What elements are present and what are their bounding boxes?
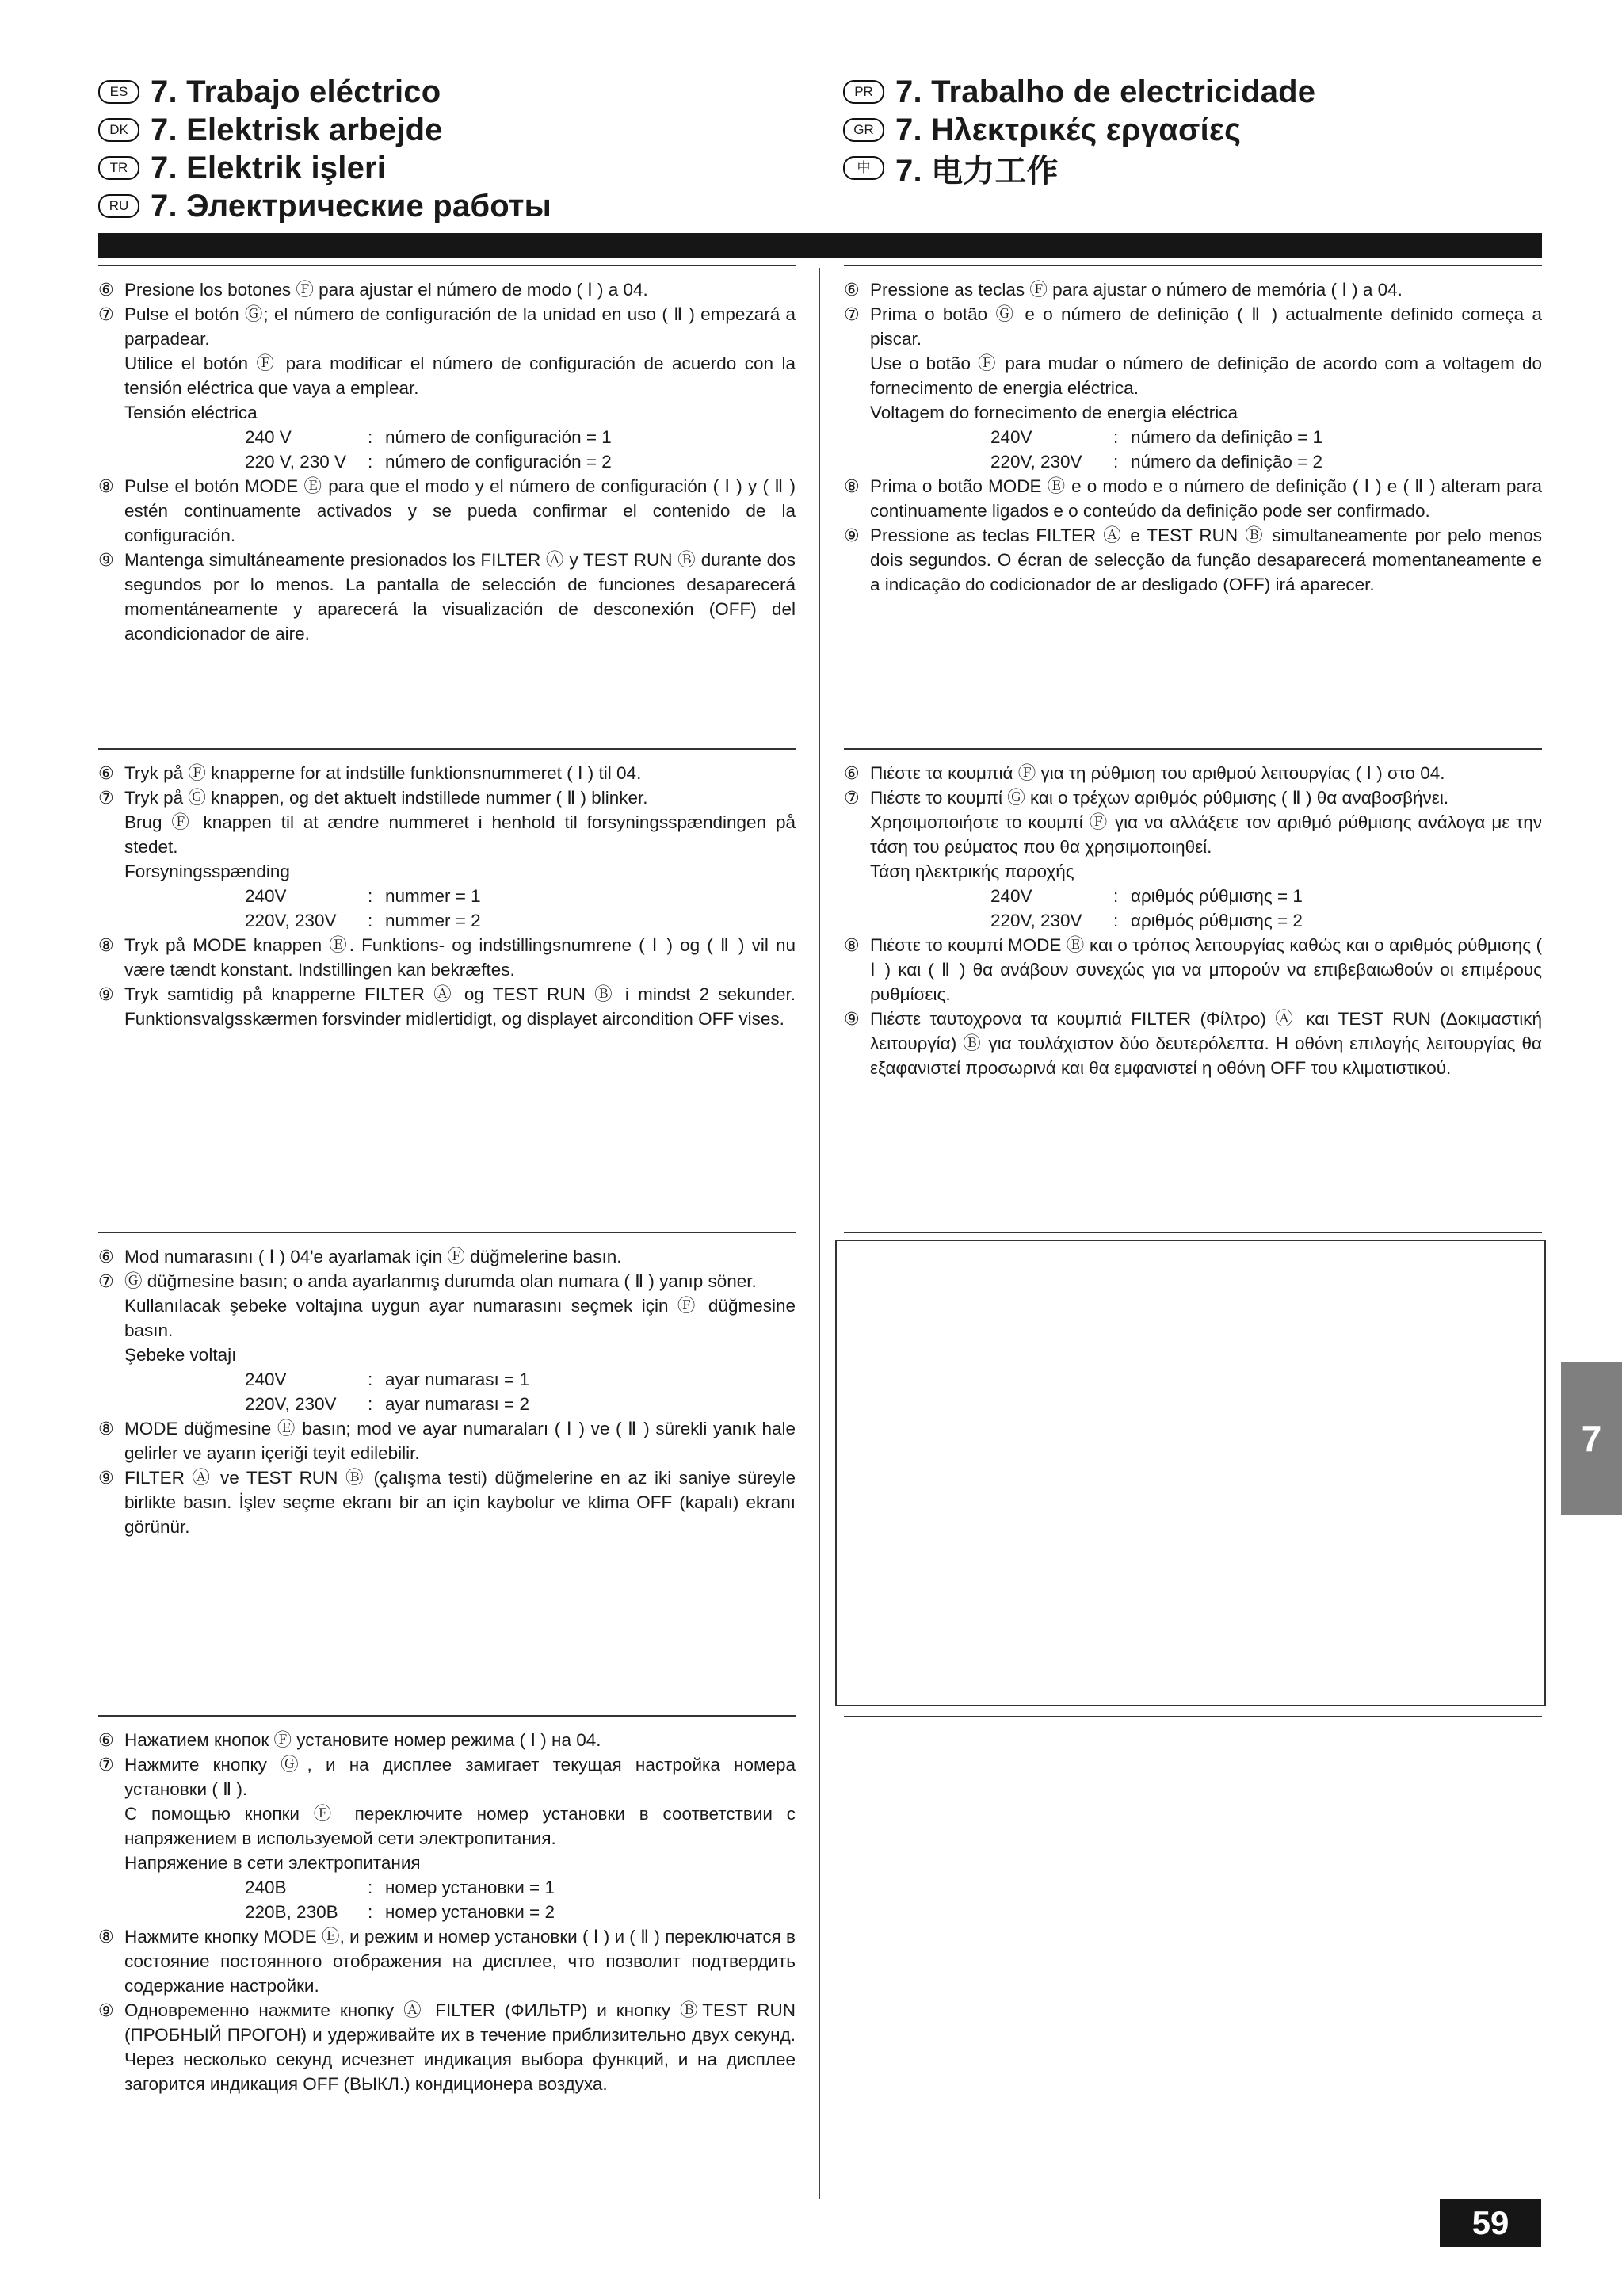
voltage-row: 240V : número da definição = 1 [844,425,1542,449]
step-text: Pulse el botón MODE Ⓔ para que el modo y el número de configuración ( Ⅰ ) y ( Ⅱ ) estén continuamente activados y se pueda confirmar el contenido de la configuración. [124,476,796,545]
setting-value: номер установки = 2 [385,1902,555,1922]
step-text: Mod numarasını ( Ⅰ ) 04'e ayarlamak için Ⓕ düğmelerine basın. [124,1247,622,1266]
step-text: Πιέστε τα κουμπιά Ⓕ για τη ρύθμιση του αριθμού λειτουργίας ( Ⅰ ) στο 04. [870,763,1445,783]
voltage-value: 220В, 230В [245,1902,338,1922]
setting-value: αριθμός ρύθμισης = 2 [1131,911,1303,930]
lang-badge-zh: 中 [843,156,884,180]
step-text: Pressione as teclas Ⓕ para ajustar o número de memória ( Ⅰ ) a 04. [870,280,1403,300]
lang-badge-tr: TR [98,156,139,180]
lang-badge-dk: DK [98,118,139,142]
heading-title-es: 7. Trabajo eléctrico [151,74,441,109]
section-es [98,265,796,646]
step-text: Нажмите кнопку MODE Ⓔ, и режим и номер установки ( Ⅰ ) и ( Ⅱ ) переключатся в состояние постоянного отображения на дисплее, что позволит подтвердить содержание настройки. [124,1927,796,1996]
step-text: Prima o botão Ⓖ e o número de definição ( Ⅱ ) actualmente definido começa a piscar. [870,304,1542,349]
step-6 [98,1728,796,1752]
step-number: ⑥ [98,1247,114,1266]
section-tr [98,1232,796,1539]
heading-dk [98,111,551,149]
chapter-tab: 7 [1561,1362,1622,1515]
lang-badge-gr: GR [843,118,884,142]
setting-value: número da definição = 2 [1131,452,1323,472]
step-7-detail: Brug Ⓕ knappen til at ændre nummeret i henhold til forsyningsspændingen på stedet. [124,812,796,857]
setting-value: número de configuración = 2 [385,452,612,472]
voltage-row: 240 V : número de configuración = 1 [98,425,796,449]
step-6 [98,277,796,302]
step-number: ⑥ [98,763,114,783]
setting-value: nummer = 1 [385,886,481,906]
step-number: ⑥ [844,280,860,300]
step-7 [98,1752,796,1801]
column-divider [819,268,820,2199]
step-text: MODE düğmesine Ⓔ basın; mod ve ayar numaraları ( Ⅰ ) ve ( Ⅱ ) sürekli yanık hale gelirler ve ayarın içeriği teyit edilebilir. [124,1419,796,1463]
voltage-label: Τάση ηλεκτρικής παροχής [870,861,1074,881]
step-number: ⑨ [98,1468,114,1488]
step-number: ⑦ [98,304,114,324]
section-rule [98,1715,796,1717]
step-number: ⑦ [98,1755,114,1775]
step-text: Ⓖ düğmesine basın; o anda ayarlanmış durumda olan numara ( Ⅱ ) yanıp söner. [124,1271,757,1291]
voltage-label: Напряжение в сети электропитания [124,1853,421,1873]
section-rule [844,748,1542,750]
section-rule [98,1232,796,1233]
setting-value: номер установки = 1 [385,1878,555,1897]
step-6 [98,761,796,785]
step-text: Πιέστε ταυτοχρονα τα κουμπιά FILTER (Φίλτρο) Ⓐ και TEST RUN (Δοκιμαστική λειτουργία) Ⓑ για τουλάχιστον δύο δευτερόλεπτα. Η οθόνη επιλογής λειτουργίας θα εξαφανιστεί προσωρινά και θα εμφανιστεί η οθόνη OFF του κλιματιστικού. [870,1009,1542,1078]
setting-value: número de configuración = 1 [385,427,612,447]
step-text: Tryk samtidig på knapperne FILTER Ⓐ og TEST RUN Ⓑ i mindst 2 sekunder. Funktionsvalgsskærmen forsvinder midlertidigt, og displayet aircondition OFF vises. [124,984,796,1029]
step-9 [98,548,796,646]
step-number: ⑥ [844,763,860,783]
step-text: Нажмите кнопку Ⓖ, и на дисплее замигает текущая настройка номера установки ( Ⅱ ). [124,1755,796,1799]
step-number: ⑨ [844,525,860,545]
step-number: ⑦ [98,788,114,808]
step-number: ⑧ [98,1927,114,1946]
step-number: ⑧ [98,476,114,496]
step-7-detail: Χρησιμοποιήστε το κουμπί Ⓕ για να αλλάξετε τον αριθμό ρύθμισης ανάλογα με την τάση του ρεύματος που θα χρησιμοποιηθεί. [870,812,1542,857]
voltage-value: 240V [990,886,1032,906]
step-text: Tryk på Ⓖ knappen, og det aktuelt indstillede nummer ( Ⅱ ) blinker. [124,788,648,808]
setting-value: ayar numarası = 1 [385,1370,529,1389]
step-6 [844,277,1542,302]
step-number: ⑧ [98,935,114,955]
heading-title-pr: 7. Trabalho de electricidade [895,74,1316,109]
heading-title-dk: 7. Elektrisk arbejde [151,112,443,147]
section-rule [844,1716,1542,1717]
voltage-row: 240V : αριθμός ρύθμισης = 1 [844,884,1542,908]
step-7 [98,785,796,810]
voltage-label: Voltagem do fornecimento de energia eléctrica [870,403,1238,422]
step-text: Mantenga simultáneamente presionados los FILTER Ⓐ y TEST RUN Ⓑ durante dos segundos por lo menos. La pantalla de selección de funciones desaparecerá momentáneamente y aparecerá la visualización de desconexión (OFF) del acondicionador de aire. [124,550,796,644]
step-number: ⑧ [98,1419,114,1438]
step-text: FILTER Ⓐ ve TEST RUN Ⓑ (çalışma testi) düğmelerine en az iki saniye süreyle birlikte basın. İşlev seçme ekranı bir an için kaybolur ve klima OFF (kapalı) ekranı görünür. [124,1468,796,1537]
step-7 [98,1269,796,1293]
step-text: Одновременно нажмите кнопку Ⓐ FILTER (ФИЛЬТР) и кнопку ⒷTEST RUN (ПРОБНЫЙ ПРОГОН) и удерживайте их в течение приблизительно двух секунд. Через несколько секунд исчезнет индикация выбора функций, и на дисплее загорится индикация OFF (ВЫКЛ.) кондиционера воздуха. [124,2000,796,2094]
heading-pr [843,73,1315,111]
voltage-label: Forsyningsspænding [124,861,290,881]
step-6 [98,1244,796,1269]
section-pr [844,265,1542,597]
step-7-detail: С помощью кнопки Ⓕ переключите номер установки в соответствии с напряжением в используемой сети электропитания. [124,1804,796,1848]
heading-title-zh: 7. 电力工作 [895,153,1059,189]
voltage-row: 220V, 230V : αριθμός ρύθμισης = 2 [844,908,1542,933]
voltage-row: 220V, 230V : número da definição = 2 [844,449,1542,474]
voltage-row: 220V, 230V : ayar numarası = 2 [98,1392,796,1416]
step-7-detail: Kullanılacak şebeke voltajına uygun ayar numarasını seçmek için Ⓕ düğmesine basın. [124,1296,796,1340]
section-rule [844,1232,1542,1233]
voltage-value: 220V, 230V [245,911,337,930]
voltage-row: 240V : nummer = 1 [98,884,796,908]
step-text: Pressione as teclas FILTER Ⓐ e TEST RUN Ⓑ simultaneamente por pelo menos dois segundos. O écran de selecção da função desaparecerá momentaneamente e a indicação do codicionador de ar desligado (OFF) irá aparecer. [870,525,1542,594]
voltage-value: 240V [245,886,287,906]
step-7 [844,302,1542,351]
step-number: ⑨ [98,550,114,570]
lang-badge-ru: RU [98,194,139,218]
heading-gr [843,111,1315,149]
header-right [843,73,1315,187]
step-text: Πιέστε το κουμπί MODE Ⓔ και ο τρόπος λειτουργίας καθώς και ο αριθμός ρύθμισης ( Ⅰ ) και ( Ⅱ ) θα ανάβουν συνεχώς για να μπορούν να επιβεβαιωθούν οι επιμέρους ρυθμίσεις. [870,935,1542,1004]
step-7-detail: Use o botão Ⓕ para mudar o número de definição de acordo com a voltagem do fornecimento de energia eléctrica. [870,353,1542,398]
step-number: ⑦ [844,304,860,324]
step-number: ⑨ [98,984,114,1004]
setting-value: nummer = 2 [385,911,481,930]
step-9 [98,1998,796,2096]
step-8 [98,474,796,548]
step-text: Tryk på MODE knappen Ⓔ. Funktions- og indstillingsnumrene ( Ⅰ ) og ( Ⅱ ) vil nu være tændt konstant. Indstillingen kan bekræftes. [124,935,796,980]
step-number: ⑧ [844,935,860,955]
header-left [98,73,551,225]
voltage-value: 240V [245,1370,287,1389]
voltage-row: 240V : ayar numarası = 1 [98,1367,796,1392]
step-text: Нажатием кнопок Ⓕ установите номер режима ( Ⅰ ) на 04. [124,1730,601,1750]
header-bar [98,233,1542,258]
step-text: Tryk på Ⓕ knapperne for at indstille funktionsnummeret ( Ⅰ ) til 04. [124,763,642,783]
step-9 [98,982,796,1031]
step-text: Pulse el botón Ⓖ; el número de configuración de la unidad en uso ( Ⅱ ) empezará a parpadear. [124,304,796,349]
step-7-detail: Utilice el botón Ⓕ para modificar el número de configuración de acuerdo con la tensión eléctrica que vaya a emplear. [124,353,796,398]
voltage-value: 240 V [245,427,292,447]
voltage-label: Tensión eléctrica [124,403,258,422]
step-number: ⑨ [844,1009,860,1029]
step-8 [98,1416,796,1465]
voltage-value: 240V [990,427,1032,447]
step-text: Presione los botones Ⓕ para ajustar el número de modo ( Ⅰ ) a 04. [124,280,648,300]
setting-value: ayar numarası = 2 [385,1394,529,1414]
section-rule [98,748,796,750]
step-9 [844,1007,1542,1080]
section-dk [98,748,796,1031]
empty-box [835,1240,1546,1706]
setting-value: αριθμός ρύθμισης = 1 [1131,886,1303,906]
step-9 [98,1465,796,1539]
heading-es [98,73,551,111]
heading-zh [843,149,1315,187]
section-gr [844,748,1542,1080]
step-number: ⑥ [98,1730,114,1750]
step-6 [844,761,1542,785]
voltage-value: 220V, 230V [990,911,1082,930]
step-8 [844,474,1542,523]
step-number: ⑥ [98,280,114,300]
heading-ru [98,187,551,225]
step-text: Prima o botão MODE Ⓔ e o modo e o número de definição ( Ⅰ ) e ( Ⅱ ) alteram para continuamente ligados e o conteúdo da definição pode ser confirmado. [870,476,1542,521]
heading-tr [98,149,551,187]
voltage-value: 220V, 230V [245,1394,337,1414]
heading-title-ru: 7. Электрические работы [151,188,552,223]
voltage-row: 220 V, 230 V : número de configuración = 2 [98,449,796,474]
page-number: 59 [1440,2199,1541,2247]
step-text: Πιέστε το κουμπί Ⓖ και ο τρέχων αριθμός ρύθμισης ( Ⅱ ) θα αναβοσβήνει. [870,788,1449,808]
section-ru [98,1715,796,2096]
voltage-value: 220V, 230V [990,452,1082,472]
voltage-row: 240В : номер установки = 1 [98,1875,796,1900]
voltage-row: 220V, 230V : nummer = 2 [98,908,796,933]
step-7 [844,785,1542,810]
step-number: ⑦ [98,1271,114,1291]
lang-badge-es: ES [98,80,139,104]
section-rule [844,265,1542,266]
step-number: ⑧ [844,476,860,496]
setting-value: número da definição = 1 [1131,427,1323,447]
heading-title-gr: 7. Ηλεκτρικές εργασίες [895,112,1242,147]
step-number: ⑦ [844,788,860,808]
step-8 [98,1924,796,1998]
voltage-value: 220 V, 230 V [245,452,347,472]
voltage-row: 220В, 230В : номер установки = 2 [98,1900,796,1924]
section-rule [98,265,796,266]
lang-badge-pr: PR [843,80,884,104]
step-8 [98,933,796,982]
step-9 [844,523,1542,597]
voltage-label: Şebeke voltajı [124,1345,237,1365]
step-8 [844,933,1542,1007]
step-number: ⑨ [98,2000,114,2020]
heading-title-tr: 7. Elektrik işleri [151,150,387,185]
step-7 [98,302,796,351]
voltage-value: 240В [245,1878,287,1897]
